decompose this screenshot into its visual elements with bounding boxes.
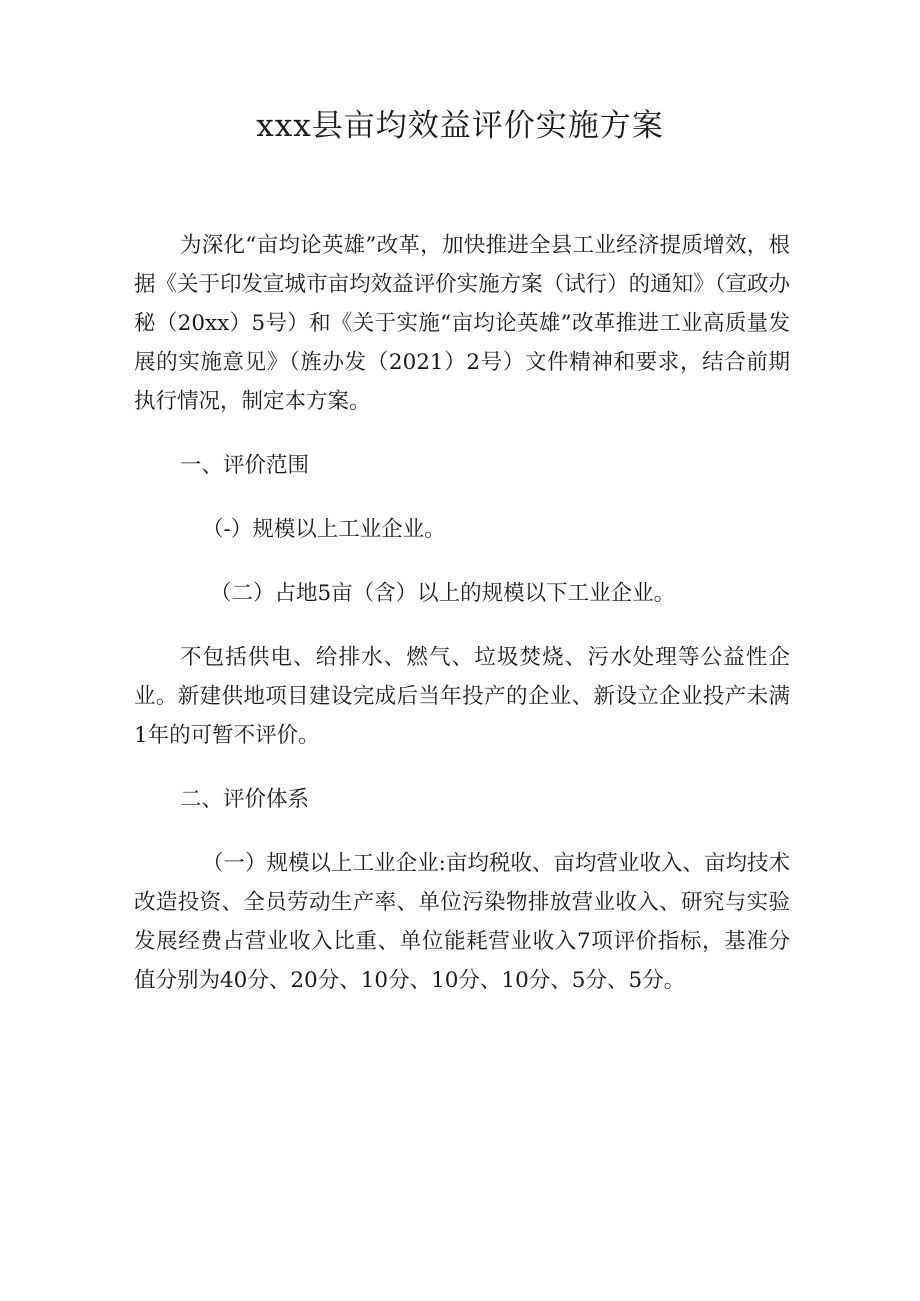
intro-paragraph: 为深化“亩均论英雄”改革，加快推进全县工业经济提质增效，根据《关于印发宣城市亩均效益评价实施方案（试行）的通知》（宣政办秘（20xx）5号）和《关于实施“亩均论英雄”改革推进工业高质量发展的实施意见》（旌办发（2021）2号）文件精神和要求，结合前期执行情况，制定本方案。 (134, 233, 790, 414)
system-item-1: （一）规模以上工业企业:亩均税收、亩均营业收入、亩均技术改造投资、全员劳动生产率、单位污染物排放营业收入、研究与实验发展经费占营业收入比重、单位能耗营业收入7项评价指标，基准分值分别为40分、20分、10分、10分、10分、5分、5分。 (134, 851, 790, 993)
section-heading-scope: 一、评价范围 (180, 453, 310, 478)
document-title: xxx县亩均效益评价实施方案 (256, 108, 664, 144)
scope-item-2: （二）占地5亩（含）以上的规模以下工业企业。 (210, 581, 676, 606)
scope-exclusion-note: 不包括供电、给排水、燃气、垃圾焚烧、污水处理等公益性企业。新建供地项目建设完成后当年投产的企业、新设立企业投产未满1年的可暂不评价。 (134, 645, 790, 748)
document-body (134, 226, 790, 1000)
scope-item-1: （-）规模以上工业企业。 (202, 517, 446, 542)
section-heading-system: 二、评价体系 (180, 787, 310, 812)
